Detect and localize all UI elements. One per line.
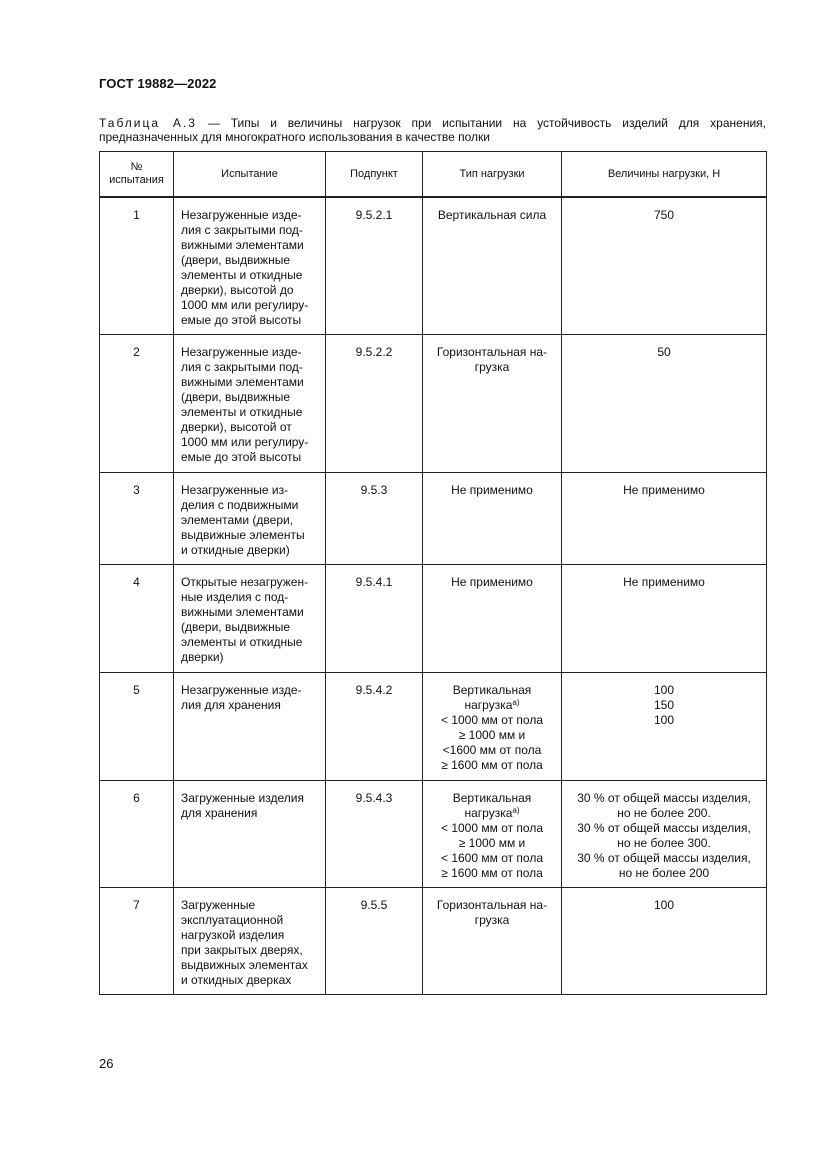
cell-line: выдвижных элементах: [181, 958, 308, 972]
cell-line: Вертикальная сила: [437, 208, 547, 222]
cell-line: 30 % от общей массы изделия,: [577, 851, 751, 865]
cell-line: < 1000 мм от пола: [440, 821, 544, 835]
cell-line: 1000 мм или регулиру-: [181, 298, 309, 312]
table-caption: [99, 116, 766, 144]
cell-line: 50: [657, 345, 671, 359]
cell-line: 30 % от общей массы изделия,: [577, 821, 751, 835]
cell-line: Не применимо: [451, 575, 533, 589]
cell-line: 100: [653, 683, 675, 697]
cell-line: 100: [653, 898, 675, 912]
table-row: [100, 781, 767, 888]
cell-num: 1: [100, 197, 174, 335]
cell-test: [174, 565, 326, 673]
header-subclause: Подпункт: [326, 152, 423, 198]
table-row: [100, 565, 767, 673]
table-label: Таблица А.3: [99, 116, 197, 130]
cell-line: вижными элементами: [181, 375, 304, 389]
page-number: 26: [99, 1056, 114, 1071]
cell-line: но не более 300.: [617, 836, 711, 850]
cell-line: вижными элементами: [181, 238, 304, 252]
cell-line: < 1000 мм от пола: [440, 713, 544, 727]
table-header-row: [100, 152, 767, 198]
cell-line: 100: [653, 713, 675, 727]
cell-load-values: [562, 473, 767, 565]
cell-num: 2: [100, 335, 174, 473]
cell-line: но не более 200.: [617, 806, 711, 820]
cell-line: Не применимо: [623, 575, 705, 589]
cell-line: (двери, выдвижные: [181, 253, 290, 267]
header-load-values: Величины нагрузки, Н: [562, 152, 767, 198]
cell-load-type: [423, 565, 562, 673]
cell-load-values: [562, 888, 767, 995]
cell-line: дверки), высотой от: [181, 420, 292, 434]
table-row: [100, 197, 767, 335]
cell-line: Загруженные: [181, 898, 256, 912]
header-load-type: Тип нагрузки: [423, 152, 562, 198]
cell-line: Незагруженные изде-: [181, 208, 302, 222]
cell-test: [174, 197, 326, 335]
cell-line: Горизонтальная на-: [436, 345, 548, 359]
cell-subclause: 9.5.2.1: [326, 197, 423, 335]
cell-load-type: [423, 197, 562, 335]
cell-line: но не более 200: [618, 866, 710, 880]
cell-subclause: 9.5.4.2: [326, 673, 423, 781]
cell-line: элементы и откидные: [181, 268, 303, 282]
cell-line: грузка: [474, 360, 510, 374]
cell-line-text: нагрузка: [464, 806, 513, 820]
cell-line-text: нагрузка: [464, 698, 513, 712]
cell-line: ≥ 1600 мм от пола: [441, 758, 543, 772]
cell-load-type: [423, 335, 562, 473]
cell-line: Незагруженные из-: [181, 483, 289, 497]
cell-line: элементами (двери,: [181, 513, 294, 527]
cell-line: Не применимо: [623, 483, 705, 497]
cell-num: 3: [100, 473, 174, 565]
cell-load-values: [562, 673, 767, 781]
cell-line: Горизонтальная на-: [436, 898, 548, 912]
cell-num: 6: [100, 781, 174, 888]
cell-line: выдвижные элементы: [181, 528, 305, 542]
cell-load-type: [423, 781, 562, 888]
document-header: ГОСТ 19882—2022: [99, 76, 217, 91]
cell-test: [174, 673, 326, 781]
cell-subclause: 9.5.4.1: [326, 565, 423, 673]
cell-line: Вертикальная: [452, 683, 532, 697]
cell-test: [174, 473, 326, 565]
cell-line: лия для хранения: [181, 698, 281, 712]
cell-line: (двери, выдвижные: [181, 390, 290, 404]
cell-test: [174, 335, 326, 473]
cell-load-type: [423, 473, 562, 565]
cell-line: элементы и откидные: [181, 635, 303, 649]
cell-line: Загруженные изделия: [181, 791, 304, 805]
header-test: Испытание: [174, 152, 326, 198]
cell-line: емые до этой высоты: [181, 313, 302, 327]
cell-line: для хранения: [181, 806, 258, 820]
cell-line: грузка: [474, 913, 510, 927]
cell-line: дверки), высотой до: [181, 283, 294, 297]
cell-test: [174, 781, 326, 888]
cell-line: ные изделия с под-: [181, 590, 289, 604]
cell-line: (двери, выдвижные: [181, 620, 290, 634]
cell-line: Вертикальная: [452, 791, 532, 805]
cell-line: Незагруженные изде-: [181, 683, 302, 697]
cell-line: при закрытых дверях,: [181, 943, 303, 957]
cell-num: 7: [100, 888, 174, 995]
cell-load-values: [562, 335, 767, 473]
cell-line: элементы и откидные: [181, 405, 303, 419]
cell-load-values: [562, 197, 767, 335]
cell-load-type: [423, 888, 562, 995]
cell-line: < 1600 мм от пола: [440, 851, 544, 865]
header-num: № испытания: [100, 152, 174, 198]
cell-line: и откидных дверках: [181, 973, 292, 987]
footnote-ref: а): [512, 806, 520, 815]
cell-line: лия с закрытыми под-: [181, 360, 303, 374]
table-row: [100, 335, 767, 473]
cell-load-values: [562, 781, 767, 888]
cell-line: Открытые незагружен-: [181, 575, 309, 589]
cell-line: лия с закрытыми под-: [181, 223, 303, 237]
caption-text-line1: — Типы и величины нагрузок при испытании на устойчивость изделий для хранения,: [196, 116, 766, 130]
cell-line: эксплуатационной: [181, 913, 284, 927]
cell-line: емые до этой высоты: [181, 450, 302, 464]
cell-line: 150: [653, 698, 675, 712]
cell-num: 4: [100, 565, 174, 673]
cell-line: [423, 698, 561, 713]
cell-line: [423, 806, 561, 821]
cell-load-values: [562, 565, 767, 673]
cell-line: <1600 мм от пола: [442, 743, 542, 757]
cell-subclause: 9.5.3: [326, 473, 423, 565]
cell-line: Незагруженные изде-: [181, 345, 302, 359]
cell-subclause: 9.5.5: [326, 888, 423, 995]
cell-line: дверки): [181, 650, 224, 664]
cell-line: 1000 мм или регулиру-: [181, 435, 309, 449]
table-row: [100, 673, 767, 781]
cell-line: ≥ 1000 мм и: [458, 836, 526, 850]
cell-line: делия с подвижными: [181, 498, 299, 512]
cell-load-type: [423, 673, 562, 781]
cell-test: [174, 888, 326, 995]
cell-line: 750: [653, 208, 675, 222]
cell-num: 5: [100, 673, 174, 781]
cell-line: 30 % от общей массы изделия,: [577, 791, 751, 805]
cell-line: Не применимо: [451, 483, 533, 497]
cell-line: вижными элементами: [181, 605, 304, 619]
table-row: [100, 473, 767, 565]
cell-line: и откидные дверки): [181, 543, 290, 557]
cell-subclause: 9.5.2.2: [326, 335, 423, 473]
cell-subclause: 9.5.4.3: [326, 781, 423, 888]
loads-table: [99, 151, 767, 995]
cell-line: ≥ 1600 мм от пола: [441, 866, 543, 880]
footnote-ref: а): [512, 698, 520, 707]
table-row: [100, 888, 767, 995]
caption-text-line2: предназначенных для многократного использования в качестве полки: [99, 130, 491, 144]
cell-line: нагрузкой изделия: [181, 928, 285, 942]
cell-line: ≥ 1000 мм и: [458, 728, 526, 742]
